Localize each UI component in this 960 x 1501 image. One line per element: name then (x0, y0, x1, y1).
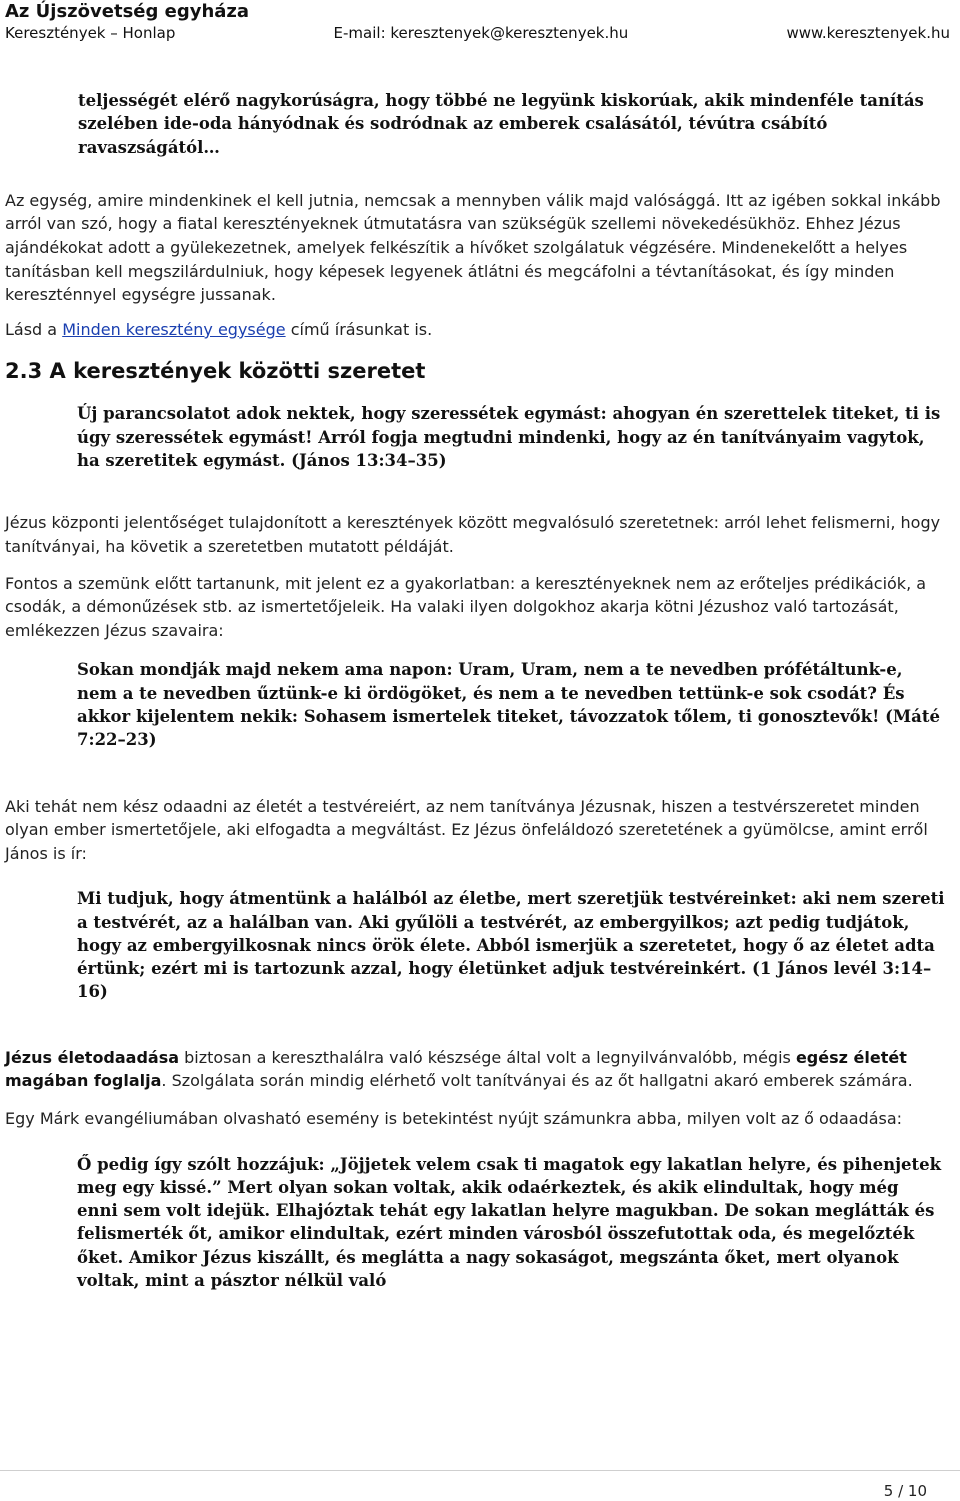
bible-quote-1john-3: Mi tudjuk, hogy átmentünk a halálból az életbe, mert szeretjük testvéreinket: aki nem szereti a testvérét, az a halálban van. Aki gyűlöli a testvérét, az embergyilkos; azt pedig tudjátok, hogy az embergyilkosnak nincs örök élete. Abból ismerjük a szeretetet, hogy ő az életet adta értünk; ezért mi is tartozunk azzal, hogy életünket adjuk testvéreinkért. (1 János levél 3:14–16) (77, 889, 945, 1002)
bible-quote-matthew-7: Sokan mondják majd nekem ama napon: Uram, Uram, nem a te nevedben prófétáltunk-e, nem a te nevedben űztünk-e ki ördögöket, és nem a te nevedben tettünk-e sok csodát? És akkor kijelentem nekik: Sohasem ismertelek titeket, távozzatok tőlem, ti gonosztevők! (Máté 7:22–23) (77, 660, 940, 750)
section-heading-2-3: 2.3 A keresztények közötti szeretet (5, 359, 426, 384)
site-title: Az Újszövetség egyháza (5, 1, 250, 22)
unity-article-link[interactable]: Minden keresztény egysége (62, 319, 286, 339)
page-header (5, 2, 950, 43)
devotion-text-1: biztosan a kereszthalálra való készsége által volt a legnyilvánvalóbb, mégis (179, 1047, 796, 1067)
bible-quote-john-13: Új parancsolatot adok nektek, hogy szeressétek egymást: ahogyan én szerettelek titeket, ti is úgy szeressétek egymást! Arról fogja megtudni mindenki, hogy az én tanítványaim vagytok, ha szeretitek egymást. (János 13:34–35) (77, 404, 941, 471)
page-number: 5 / 10 (883, 1482, 927, 1500)
website-link[interactable]: www.keresztenyek.hu (786, 24, 950, 42)
see-also-prefix: Lásd a (5, 319, 63, 339)
devotion-text-2: . Szolgálata során mindig elérhető volt tanítványai és az őt hallgatni akaró emberek számára. (161, 1071, 913, 1091)
email-link[interactable]: E-mail: keresztenyek@keresztenyek.hu (333, 24, 629, 42)
bible-quote-ephesians: teljességét elérő nagykorúságra, hogy többé ne legyünk kiskorúak, akik mindenféle tanítás szelében ide-oda hányódnak és sodródnak az emberek csalásától, tévútra csábító ravaszságától… (78, 91, 924, 157)
header-row (5, 23, 950, 43)
footer-divider (0, 1470, 960, 1471)
paragraph-unity: Az egység, amire mindenkinek el kell jutnia, nemcsak a mennyben válik majd valósággá. Itt az igében sokkal inkább arról van szó, hogy a fiatal keresztényeknek útmutatásra van szükségük szellemi növekedésükhöz. Ehhez Jézus ajándékokat adott a gyülekezetnek, amelyek felkészítik a hívőket szolgálatuk végzésére. Mindenekelőtt a helyes tanításban kell megszilárdulniuk, hogy képesek legyenek átlátni és megcáfolni a tévtanításokat, és így minden kereszténnyel egységre jussanak. (5, 190, 941, 305)
bold-phrase-whole-life: egész életét magában foglalja (5, 1047, 907, 1091)
paragraph-practice: Fontos a szemünk előtt tartanunk, mit jelent ez a gyakorlatban: a keresztényeknek nem az erőteljes prédikációk, a csodák, a démonűzések stb. az ismertetőjeleik. Ha valaki ilyen dolgokhoz akarja kötni Jézushoz való tartozását, emlékezzen Jézus szavaira: (5, 573, 927, 640)
paragraph-devotion (5, 1046, 945, 1093)
paragraph-see-also (5, 318, 945, 342)
bible-quote-mark-6: Ő pedig így szólt hozzájuk: „Jöjjetek velem csak ti magatok egy lakatlan helyre, és pihenjetek meg egy kissé.” Mert olyan sokan voltak, akik odaérkeztek, és akik elindultak, hogy még enni sem volt idejük. Elhajóztak tehát egy lakatlan helyre magukban. De sokan meglátták és felismerték őt, amikor elindultak, ezért minden városból összefutottak oda, és megelőzték őket. Amikor Jézus kiszállt, és meglátta a nagy sokaságot, megszánta őket, mert olyanok voltak, mint a pásztor nélkül való (77, 1154, 942, 1291)
home-link[interactable]: Keresztények – Honlap (5, 24, 176, 42)
paragraph-love-central: Jézus központi jelentőséget tulajdonított a keresztények között megvalósuló szeretetnek: arról lehet felismerni, hogy tanítványai, ha követik a szeretetben mutatott példáját. (5, 513, 941, 556)
paragraph-mark-intro: Egy Márk evangéliumában olvasható esemény is betekintést nyújt számunkra abba, milyen volt az ő odaadása: (5, 1108, 903, 1128)
paragraph-sacrifice: Aki tehát nem kész odaadni az életét a testvéreiért, az nem tanítványa Jézusnak, hiszen a testvérszeretet minden olyan ember ismertetőjele, aki elfogadta a megváltást. Ez Jézus önfeláldozó szeretetének a gyümölcse, amint erről János is ír: (5, 796, 928, 863)
bold-phrase-devotion: Jézus életodaadása (5, 1047, 180, 1067)
document-body (5, 89, 945, 1292)
see-also-suffix: című írásunkat is. (285, 319, 433, 339)
